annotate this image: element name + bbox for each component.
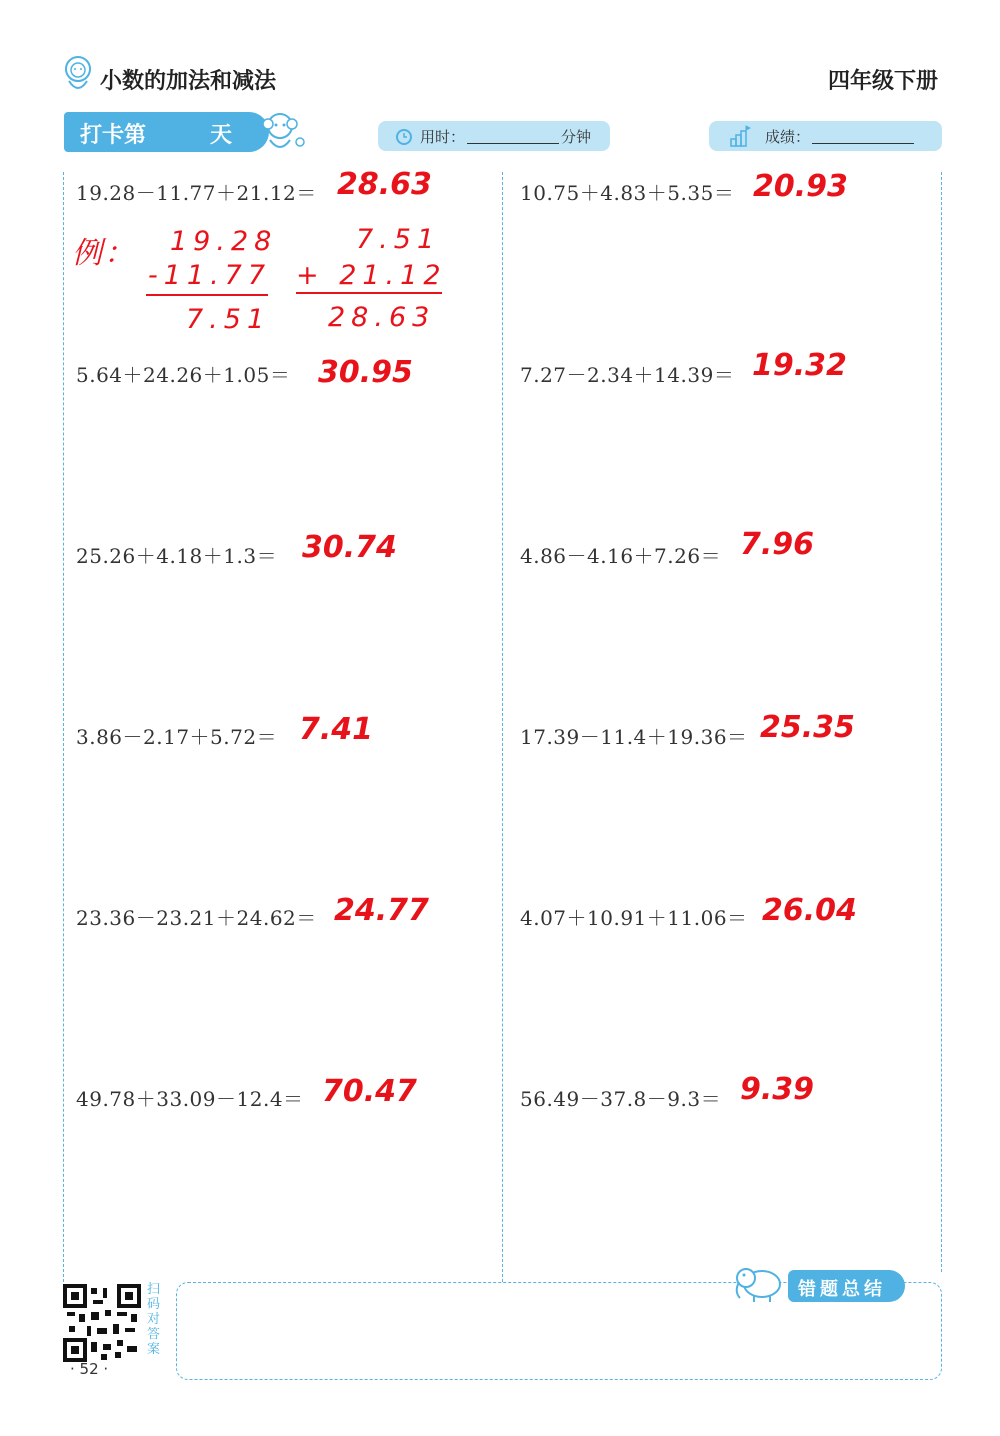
problem-expression: 3.86－2.17＋5.72＝ bbox=[76, 725, 278, 749]
problem-expression: 7.27－2.34＋14.39＝ bbox=[520, 363, 735, 387]
time-label: 用时： bbox=[420, 128, 466, 146]
problem-expression: 17.39－11.4＋19.36＝ bbox=[520, 725, 748, 749]
handwritten-answer: 26.04 bbox=[762, 893, 857, 928]
handwritten-answer: 7.41 bbox=[299, 712, 374, 747]
handwritten-answer: 70.47 bbox=[322, 1074, 417, 1109]
handwritten-answer: 25.35 bbox=[760, 710, 855, 745]
time-input-line[interactable] bbox=[467, 143, 559, 144]
left-border-line bbox=[63, 172, 64, 1282]
scan-for-answers-text: 扫码对答案 bbox=[147, 1282, 161, 1357]
handwritten-answer: 30.95 bbox=[318, 355, 413, 390]
error-summary-label: 错题总结 bbox=[798, 1279, 886, 1300]
example-col2-result: 28.63 bbox=[328, 302, 436, 333]
lion-mascot-icon bbox=[60, 55, 96, 95]
handwritten-answer: 7.96 bbox=[740, 527, 815, 562]
problem-expression: 49.78＋33.09－12.4＝ bbox=[76, 1087, 304, 1111]
handwritten-answer: 19.32 bbox=[752, 348, 847, 383]
handwritten-answer: 24.77 bbox=[334, 893, 429, 928]
example-col2-top: 7.51 bbox=[356, 224, 441, 255]
handwritten-answer: 20.93 bbox=[753, 169, 848, 204]
example-col1-rule bbox=[146, 294, 268, 296]
elephant-icon bbox=[732, 1262, 786, 1304]
handwritten-answer: 28.63 bbox=[337, 167, 432, 202]
handwritten-answer: 9.39 bbox=[740, 1072, 815, 1107]
example-col2-bottom: + 21.12 bbox=[296, 260, 447, 291]
monkey-mascot-icon bbox=[256, 108, 308, 156]
right-border-line bbox=[941, 172, 942, 1272]
grade-label: 四年级下册 bbox=[827, 69, 938, 94]
problem-expression: 19.28－11.77＋21.12＝ bbox=[76, 181, 317, 205]
time-unit: 分钟 bbox=[561, 128, 592, 146]
problem-expression: 4.86－4.16＋7.26＝ bbox=[520, 544, 722, 568]
problem-expression: 25.26＋4.18＋1.3＝ bbox=[76, 544, 278, 568]
score-label: 成绩： bbox=[765, 128, 811, 146]
example-col1-result: 7.51 bbox=[186, 304, 271, 335]
qr-code-icon[interactable] bbox=[63, 1284, 141, 1362]
banner-label-day: 打卡第 bbox=[80, 123, 147, 148]
example-label: 例： bbox=[72, 236, 136, 271]
example-col2-rule bbox=[296, 292, 442, 294]
page-number: · 52 · bbox=[70, 1360, 109, 1378]
banner-label-unit: 天 bbox=[210, 123, 233, 148]
score-field bbox=[709, 121, 942, 151]
page-title: 小数的加法和减法 bbox=[100, 69, 277, 94]
alarm-clock-icon bbox=[394, 126, 414, 146]
problem-expression: 23.36－23.21＋24.62＝ bbox=[76, 906, 317, 930]
problem-expression: 56.49－37.8－9.3＝ bbox=[520, 1087, 722, 1111]
center-divider-line bbox=[502, 172, 503, 1282]
problem-expression: 10.75＋4.83＋5.35＝ bbox=[520, 181, 735, 205]
podium-flag-icon bbox=[729, 125, 751, 147]
example-col1-top: 19.28 bbox=[170, 226, 278, 257]
score-input-line[interactable] bbox=[812, 143, 914, 144]
handwritten-answer: 30.74 bbox=[302, 530, 397, 565]
problem-expression: 5.64＋24.26＋1.05＝ bbox=[76, 363, 291, 387]
time-field bbox=[378, 121, 610, 151]
problem-expression: 4.07＋10.91＋11.06＝ bbox=[520, 906, 748, 930]
checkin-banner bbox=[64, 112, 269, 152]
example-col1-bottom: -11.77 bbox=[148, 260, 272, 291]
error-summary-tag bbox=[788, 1270, 905, 1302]
